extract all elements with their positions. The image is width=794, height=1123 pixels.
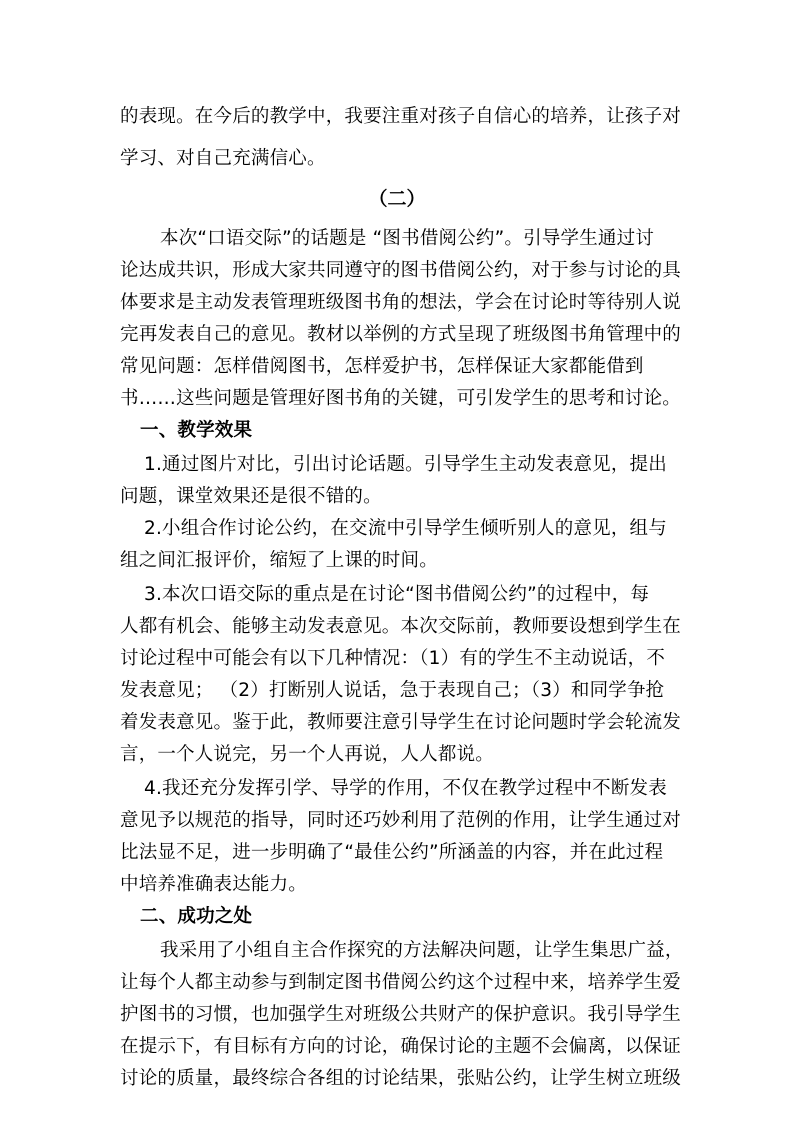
paragraph-line: 论达成共识，形成大家共同遵守的图书借阅公约，对于参与讨论的具	[120, 260, 682, 281]
paragraph-line: 体要求是主动发表管理班级图书角的想法，学会在讨论时等待别人说	[120, 292, 682, 313]
list-item-line: 1.通过图片对比，引出讨论话题。引导学生主动发表意见，提出	[144, 454, 667, 475]
list-item-line: 讨论过程中可能会有以下几种情况：（1）有的学生不主动说话，不	[120, 648, 666, 669]
list-item-line: 意见予以规范的指导，同时还巧妙利用了范例的作用，让学生通过对	[120, 810, 682, 831]
list-item-line: 着发表意见。鉴于此，教师要注意引导学生在讨论问题时学会轮流发	[120, 712, 682, 733]
list-item-line: 言，一个人说完，另一个人再说，人人都说。	[120, 744, 495, 765]
paragraph-line: 常见问题：怎样借阅图书，怎样爱护书，怎样保证大家都能借到	[120, 356, 644, 377]
paragraph-line: 护图书的习惯，也加强学生对班级公共财产的保护意识。我引导学生	[120, 1004, 682, 1025]
list-item-line: 4.我还充分发挥引学、导学的作用，不仅在教学过程中不断发表	[144, 778, 667, 799]
paragraph-line: 让每个人都主动参与到制定图书借阅公约这个过程中来，培养学生爱	[120, 972, 682, 993]
paragraph-line: 讨论的质量，最终综合各组的讨论结果，张贴公约，让学生树立班级	[120, 1068, 682, 1089]
subheading-teaching-effect: 一、教学效果	[140, 420, 253, 441]
paragraph-line: 书……这些问题是管理好图书角的关键，可引发学生的思考和讨论。	[120, 388, 682, 409]
subheading-success: 二、成功之处	[140, 906, 253, 927]
list-item-line: 问题，课堂效果还是很不错的。	[120, 486, 382, 507]
list-item-line: 人都有机会、能够主动发表意见。本次交际前，教师要设想到学生在	[120, 616, 682, 637]
list-item-line: 3.本次口语交际的重点是在讨论“图书借阅公约”的过程中，每	[144, 584, 650, 605]
text-line: 学习、对自己充满信心。	[120, 148, 326, 169]
list-item-line: 发表意见； （2）打断别人说话，急于表现自己；（3）和同学争抢	[120, 680, 665, 701]
paragraph-line: 完再发表自己的意见。教材以举例的方式呈现了班级图书角管理中的	[120, 324, 682, 345]
text-line: 的表现。在今后的教学中，我要注重对孩子自信心的培养，让孩子对	[120, 106, 682, 127]
paragraph-line: 我采用了小组自主合作探究的方法解决问题，让学生集思广益，	[160, 940, 684, 961]
paragraph-line: 在提示下，有目标有方向的讨论，确保讨论的主题不会偏离，以保证	[120, 1036, 682, 1057]
section-heading: （二）	[368, 188, 426, 210]
paragraph-line: 本次“口语交际”的话题是 “图书借阅公约”。引导学生通过讨	[160, 228, 655, 249]
list-item-line: 2.小组合作讨论公约，在交流中引导学生倾听别人的意见，组与	[144, 518, 667, 539]
list-item-line: 中培养准确表达能力。	[120, 874, 308, 895]
list-item-line: 比法显不足，进一步明确了“最佳公约”所涵盖的内容，并在此过程	[120, 842, 664, 863]
list-item-line: 组之间汇报评价，缩短了上课的时间。	[120, 550, 438, 571]
